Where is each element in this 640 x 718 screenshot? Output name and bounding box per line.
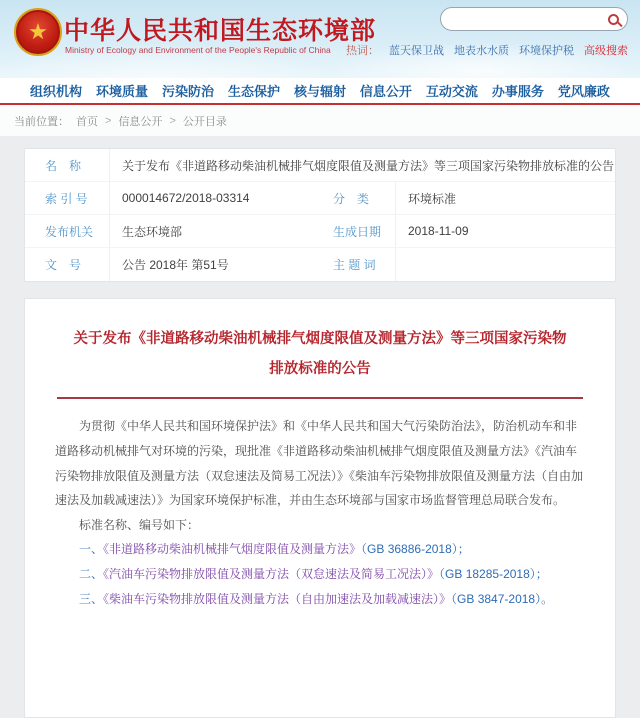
standard-2-link[interactable]: 《汽油车污染物排放限值及测量方法（双怠速法及简易工况法）》 — [103, 567, 440, 581]
meta-category-value: 环境标准 — [395, 182, 615, 214]
meta-date-label: 生成日期 — [333, 224, 382, 239]
meta-category-label: 分 类 — [333, 191, 370, 206]
meta-row-name — [25, 149, 615, 182]
hotword-link-1[interactable]: 蓝天保卫战 — [389, 45, 444, 57]
breadcrumb-separator: > — [105, 114, 112, 127]
nav-item-organization[interactable]: 组织机构 — [30, 84, 83, 99]
standard-1-number: 一、 — [79, 542, 104, 557]
breadcrumb-label: 当前位置： — [14, 115, 69, 128]
main-nav — [0, 78, 640, 105]
nav-item-party-conduct[interactable]: 党风廉政 — [557, 84, 610, 99]
search-box[interactable] — [440, 7, 628, 31]
national-emblem-logo: ★ — [14, 8, 62, 56]
title-divider — [57, 397, 583, 399]
breadcrumb-home-link[interactable]: 首页 — [76, 115, 98, 128]
nav-item-pollution-control[interactable]: 污染防治 — [161, 84, 214, 99]
meta-row-docno — [25, 248, 615, 281]
hotwords-bar — [346, 42, 628, 58]
standard-1-link[interactable]: 《非道路移动柴油机械排气烟度限值及测量方法》 — [103, 542, 362, 557]
nav-item-services[interactable]: 办事服务 — [491, 84, 544, 99]
standard-item-2 — [55, 562, 585, 587]
meta-subject-value — [395, 248, 615, 281]
standard-1-code: （GB 36886-2018）； — [361, 542, 470, 557]
document-meta-table — [24, 148, 616, 282]
meta-row-index — [25, 182, 615, 215]
standard-2-code: （GB 18285-2018）； — [439, 567, 548, 581]
announcement-title: 关于发布《非道路移动柴油机械排气烟度限值及测量方法》等三项国家污染物排放标准的公告 — [73, 331, 567, 377]
meta-date-value: 2018-11-09 — [395, 215, 615, 247]
meta-issuer-label: 发布机关 — [45, 224, 94, 239]
site-header — [0, 0, 640, 78]
announcement-body — [55, 414, 585, 611]
announcement-paragraph: 为贯彻《中华人民共和国环境保护法》和《中华人民共和国大气污染防治法》，防治机动车和非道路移动机械排气对环境的污染，现批准《非道路移动柴油机械排气烟度限值及测量方法》《汽油车污染物排放限值及测量方法（双怠速法及简易工况法）》《柴油车污染物排放限值及测量方法（自由加速法及加载减速法）》为国家环境保护标准，并由生态环境部与国家市场监督管理总局联合发布。 — [55, 419, 584, 508]
site-subtitle: Ministry of Ecology and Environment of the People's Republic of China — [65, 45, 331, 55]
announcement-card — [24, 298, 616, 718]
meta-name-label: 名 称 — [45, 158, 82, 173]
breadcrumb-open-directory-link[interactable]: 公开目录 — [182, 115, 227, 128]
site-title: 中华人民共和国生态环境部 — [64, 17, 377, 45]
standard-3-link[interactable]: 《柴油车污染物排放限值及测量方法（自由加速法及加载减速法）》 — [103, 591, 452, 606]
meta-subject-label: 主 题 词 — [333, 258, 376, 272]
standard-3-number: 三、 — [79, 591, 104, 606]
page-content — [0, 136, 640, 718]
standard-item-3 — [55, 587, 585, 612]
standard-item-1 — [55, 537, 585, 562]
meta-name-value: 关于发布《非道路移动柴油机械排气烟度限值及测量方法》等三项国家污染物排放标准的公告 — [109, 149, 615, 181]
standard-2-number: 二、 — [79, 567, 104, 581]
standard-3-code: （GB 3847-2018）。 — [451, 591, 554, 606]
meta-index-label: 索 引 号 — [45, 191, 88, 206]
nav-item-interaction[interactable]: 互动交流 — [425, 84, 478, 99]
search-icon[interactable] — [608, 14, 619, 25]
breadcrumb — [0, 105, 640, 136]
breadcrumb-info-disclosure-link[interactable]: 信息公开 — [118, 115, 163, 128]
hotword-link-2[interactable]: 地表水水质 — [454, 45, 509, 57]
advanced-search-link[interactable]: 高级搜索 — [584, 45, 628, 57]
hotword-link-3[interactable]: 环境保护税 — [519, 45, 574, 57]
meta-index-value: 000014672/2018-03314 — [109, 182, 323, 214]
nav-item-env-quality[interactable]: 环境质量 — [95, 84, 148, 99]
search-input[interactable] — [453, 10, 608, 28]
standards-list-intro: 标准名称、编号如下： — [79, 517, 200, 532]
meta-row-issuer — [25, 215, 615, 248]
meta-docno-value: 公告 2018年 第51号 — [109, 248, 323, 281]
nav-item-eco-protection[interactable]: 生态保护 — [227, 84, 280, 99]
breadcrumb-separator: > — [169, 114, 176, 127]
meta-issuer-value: 生态环境部 — [109, 215, 323, 247]
nav-item-info-disclosure[interactable]: 信息公开 — [359, 84, 412, 99]
meta-docno-label: 文 号 — [45, 258, 82, 272]
hotwords-label: 热词： — [346, 45, 379, 57]
nav-item-nuclear-radiation[interactable]: 核与辐射 — [293, 84, 346, 99]
